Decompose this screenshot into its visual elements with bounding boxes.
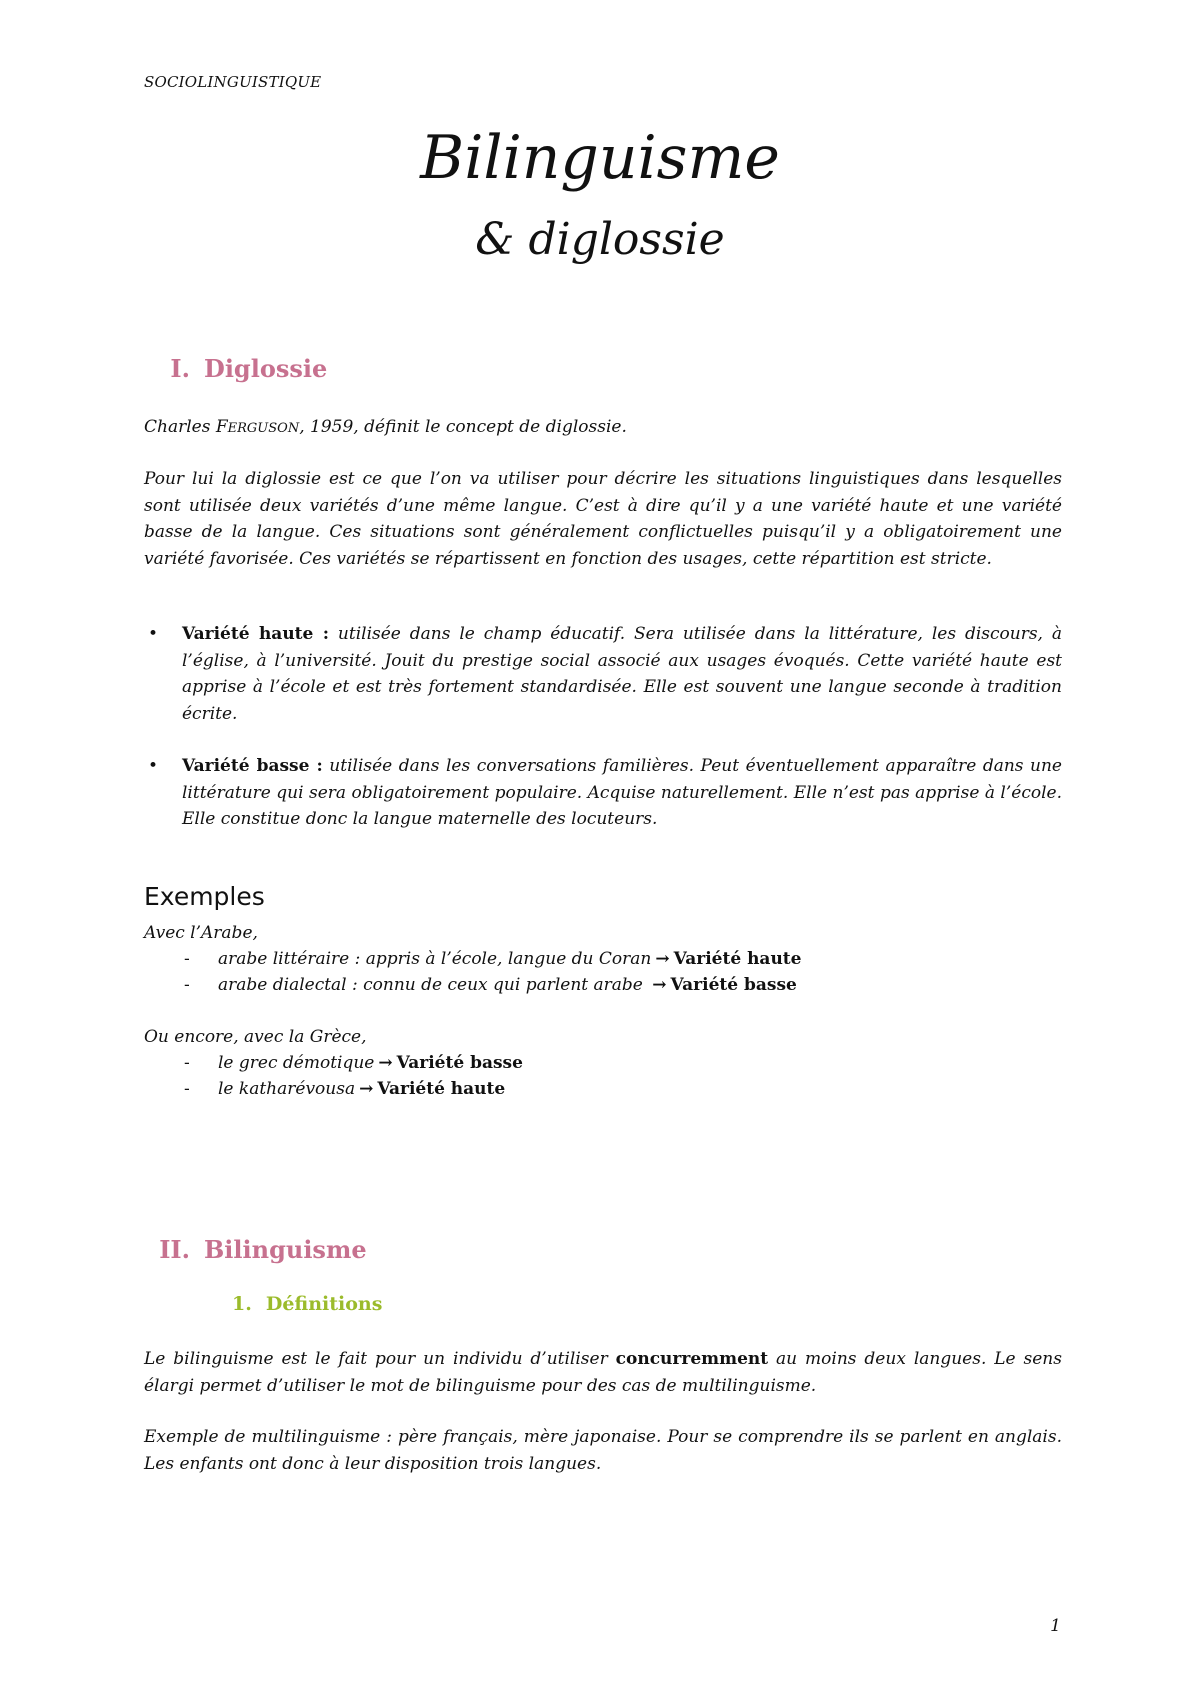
bullet-marker: • <box>148 624 159 644</box>
intro-paragraph <box>144 414 1062 443</box>
example-text: le katharévousa <box>218 1079 356 1099</box>
subsection-heading-definitions <box>232 1295 382 1314</box>
dash-marker: - <box>184 949 190 969</box>
author-name-smallcaps: ERGUSON <box>227 421 300 436</box>
example-text: arabe dialectal : connu de ceux qui parlent arabe <box>218 975 649 995</box>
section-number: I. <box>170 354 190 383</box>
arrow-right-icon: → <box>655 949 670 969</box>
list-item <box>144 1076 523 1102</box>
section-heading-bilinguisme <box>144 1235 367 1264</box>
example-result: Variété basse <box>670 975 797 995</box>
section-title: Bilinguisme <box>204 1235 367 1264</box>
intro-text-post: , 1959, définit le concept de diglossie. <box>299 417 627 437</box>
definition-text-pre: Le bilinguisme est le fait pour un individu d’utiliser <box>144 1349 616 1369</box>
bullet-label: Variété haute : <box>182 624 330 644</box>
examples-arabic-list <box>144 946 801 998</box>
list-item <box>144 946 801 972</box>
dash-marker: - <box>184 1053 190 1073</box>
variety-bullet-list <box>144 621 1062 833</box>
list-item <box>144 972 801 998</box>
example-text: arabe littéraire : appris à l’école, langue du Coran <box>218 949 652 969</box>
definition-keyword: concurremment <box>615 1349 769 1369</box>
document-subtitle: & diglossie <box>475 214 725 265</box>
bilinguisme-definition-paragraph <box>144 1346 1062 1399</box>
section-number: II. <box>159 1235 190 1264</box>
arrow-right-icon: → <box>359 1079 374 1099</box>
bullet-marker: • <box>148 756 159 776</box>
examples-greek-intro: Ou encore, avec la Grèce, <box>144 1027 367 1047</box>
bullet-text: utilisée dans les conversations familières. Peut éventuellement apparaître dans une littérature qui sera obligatoirement populaire. Acquise naturellement. Elle n’est pas apprise à l’école. Elle constitue donc la langue maternelle des locuteurs. <box>182 756 1062 829</box>
bullet-label: Variété basse : <box>182 756 323 776</box>
list-item <box>144 1050 523 1076</box>
author-name-initial: F <box>215 417 228 437</box>
subsection-title: Définitions <box>265 1293 383 1315</box>
dash-marker: - <box>184 975 190 995</box>
intro-text-pre: Charles <box>144 417 216 437</box>
definition-text-post: au moins deux langues. Le sens élargi permet d’utiliser le mot de bilinguisme pour des cas de multilinguisme. <box>144 1349 1062 1396</box>
arrow-right-icon: → <box>652 975 667 995</box>
examples-arabic-intro: Avec l’Arabe, <box>144 923 258 943</box>
multilinguisme-example-paragraph: Exemple de multilinguisme : père français, mère japonaise. Pour se comprendre ils se parlent en anglais. Les enfants ont donc à leur disposition trois langues. <box>144 1427 1062 1474</box>
dash-marker: - <box>184 1079 190 1099</box>
example-result: Variété basse <box>396 1053 523 1073</box>
examples-greek-list <box>144 1050 523 1102</box>
diglossie-paragraph: Pour lui la diglossie est ce que l’on va utiliser pour décrire les situations linguistiques dans lesquelles sont utilisée deux variétés d’une même langue. C’est à dire qu’il y a une variété haute et une variété basse de la langue. Ces situations sont généralement conflictuelles puisqu’il y a obligatoirement une variété favorisée. Ces variétés se répartissent en fonction des usages, cette répartition est stricte. <box>144 469 1062 569</box>
section-title: Diglossie <box>204 354 328 383</box>
bullet-text: utilisée dans le champ éducatif. Sera utilisée dans la littérature, les discours, à l’église, à l’université. Jouit du prestige social associé aux usages évoqués. Cette variété haute est apprise à l’école et est très fortement standardisée. Elle est souvent une langue seconde à tradition écrite. <box>182 624 1062 724</box>
subsection-number: 1. <box>232 1293 252 1315</box>
example-text: le grec démotique <box>218 1053 375 1073</box>
page-number: 1 <box>1050 1616 1061 1636</box>
examples-heading: Exemples <box>144 882 265 911</box>
bullet-variete-basse <box>144 753 1062 833</box>
bullet-variete-haute <box>144 621 1062 727</box>
example-result: Variété haute <box>377 1079 506 1099</box>
running-header: SOCIOLINGUISTIQUE <box>144 73 322 91</box>
example-result: Variété haute <box>673 949 802 969</box>
section-heading-diglossie <box>144 354 328 383</box>
document-title: Bilinguisme <box>420 123 780 193</box>
arrow-right-icon: → <box>378 1053 393 1073</box>
